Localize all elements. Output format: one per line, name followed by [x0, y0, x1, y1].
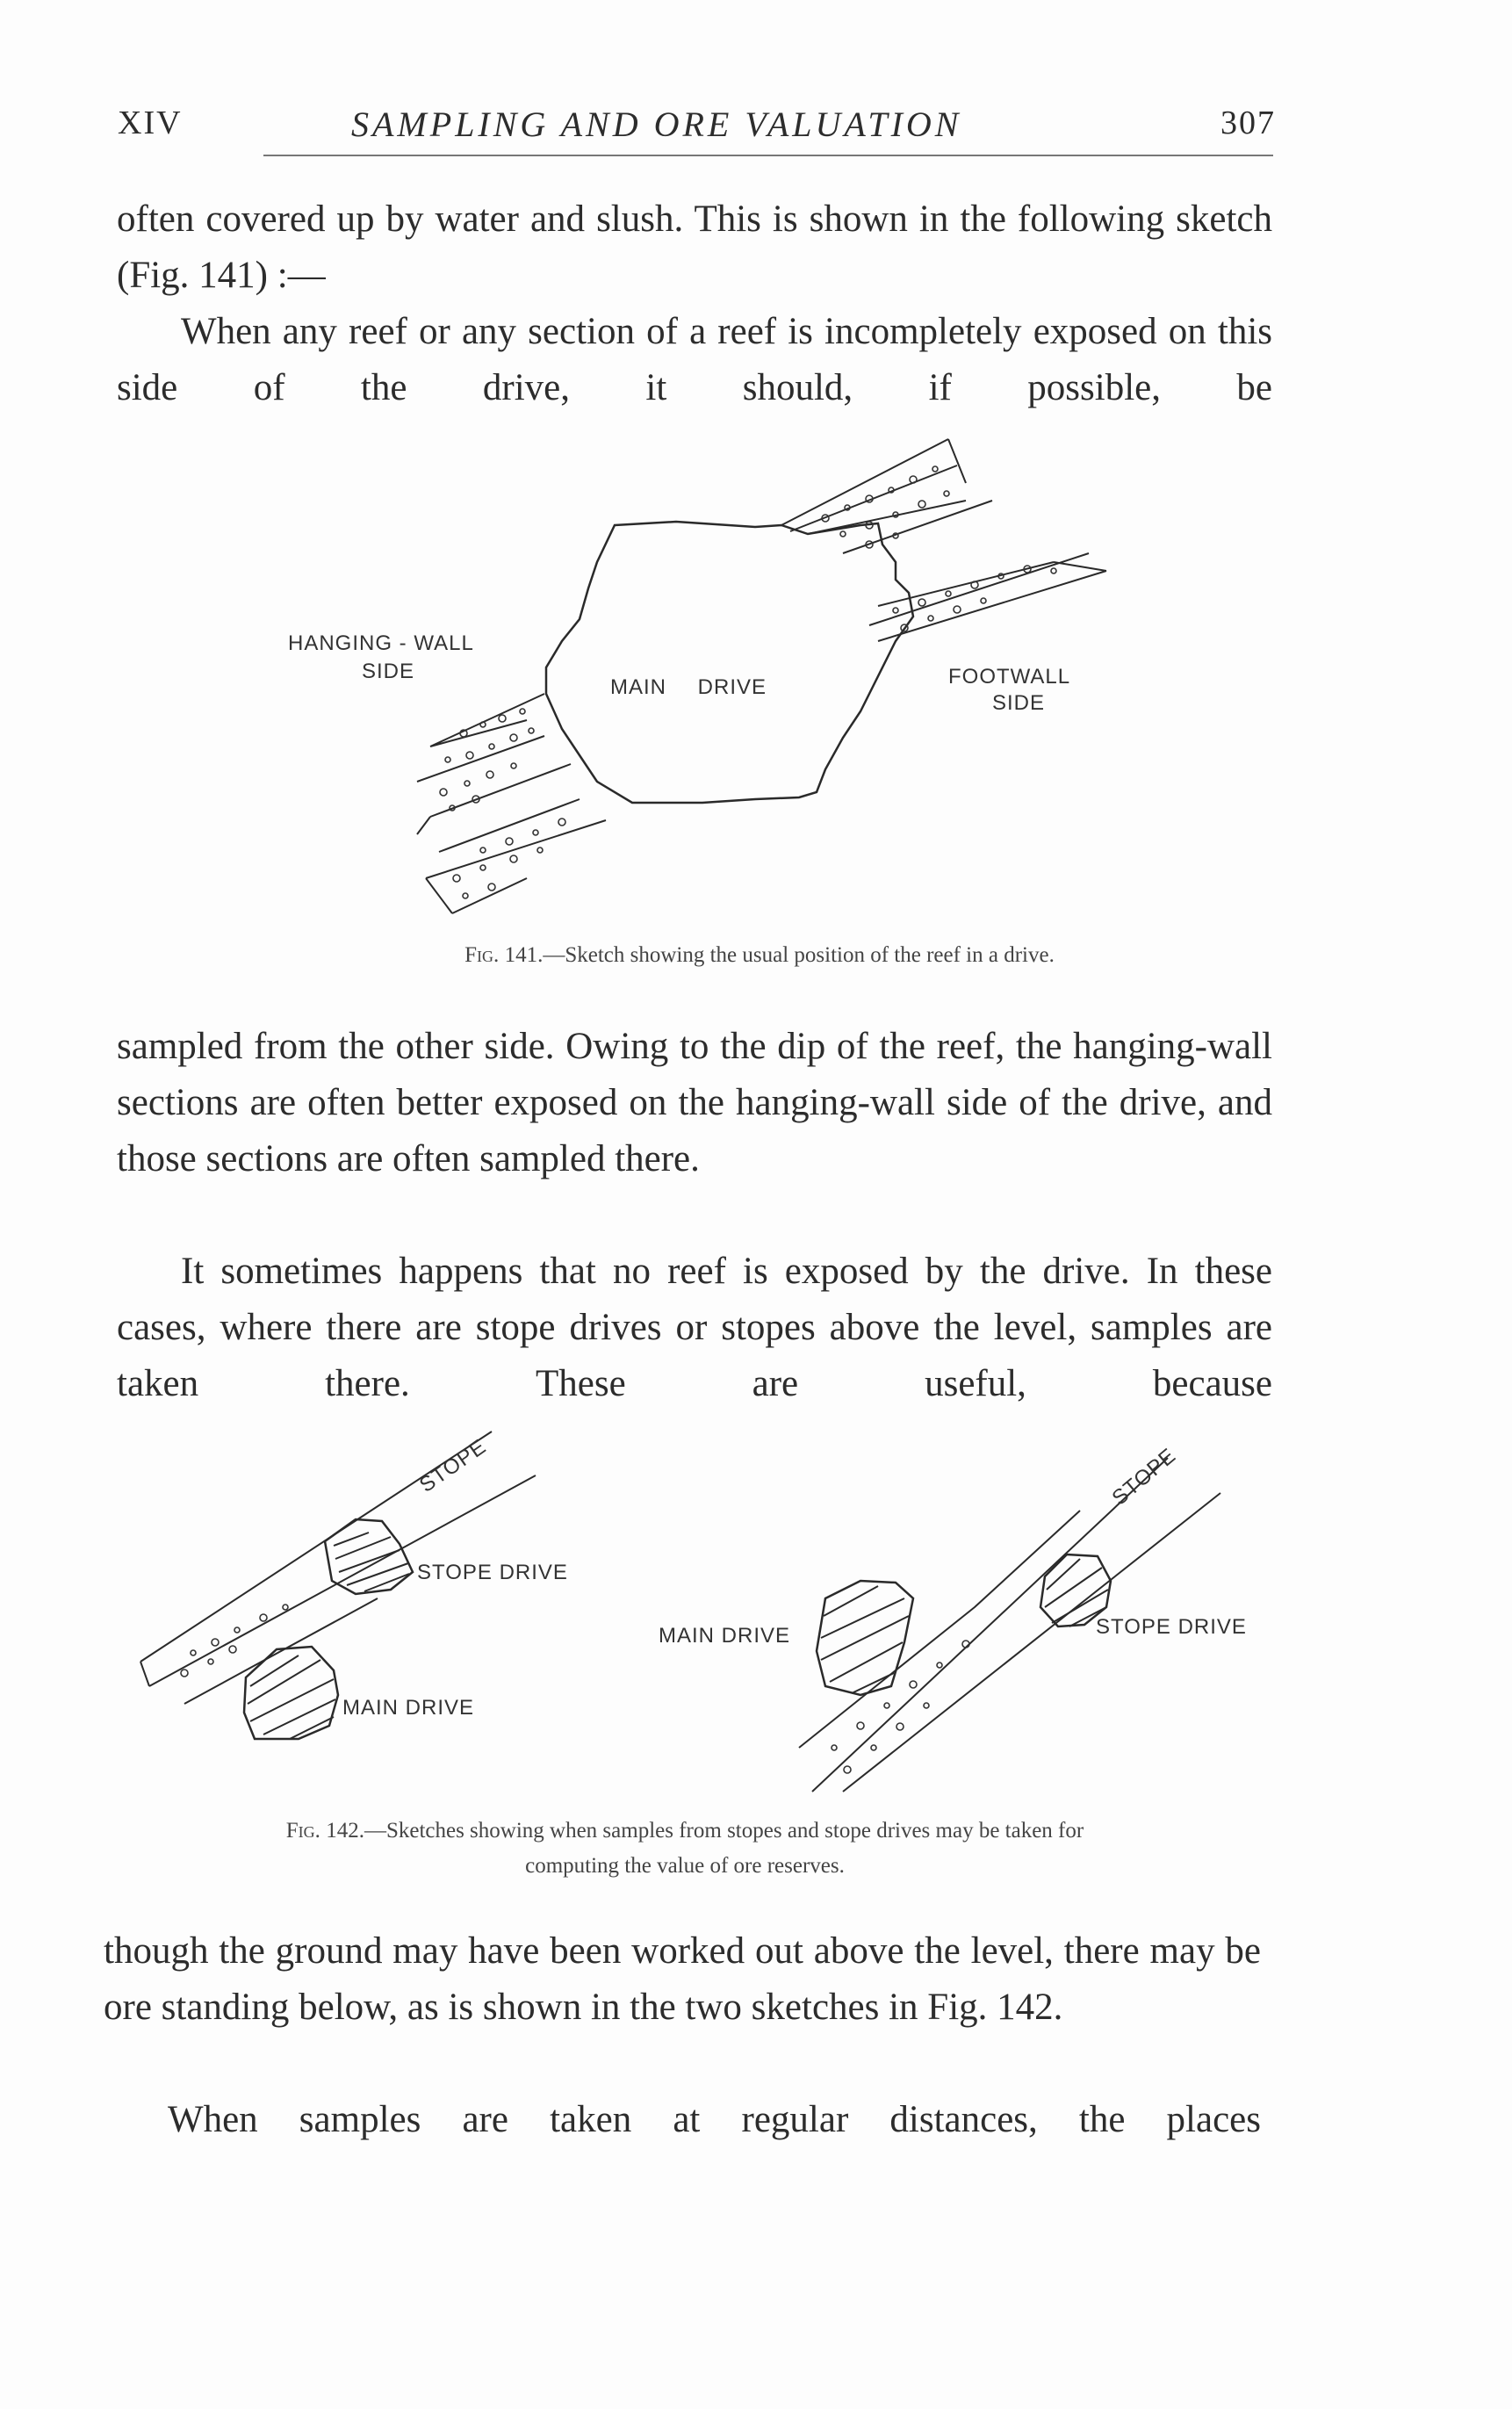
- figure-142-caption-prefix: Fig.: [285, 1819, 320, 1843]
- paragraph: When samples are taken at regular distances, the places: [168, 2099, 1261, 2140]
- page-number: 307: [1220, 105, 1276, 141]
- figure-142-caption-line2: computing the value of ore reserves.: [525, 1854, 845, 1878]
- paragraph: When any reef or any section of a reef is incompletely exposed on this side of the drive, it should, if possible, be: [117, 311, 1272, 408]
- figure-142-caption-text: 142.—Sketches showing when samples from stopes and stope drives may be taken for: [326, 1819, 1084, 1843]
- paragraph-continued: often covered up by water and slush. This is shown in the following sketch (Fig. 141) :—: [117, 198, 1272, 296]
- stope-label-right: STOPE: [1107, 1443, 1181, 1511]
- main-drive-label-left: MAIN DRIVE: [342, 1696, 475, 1720]
- paragraph: sampled from the other side. Owing to the dip of the reef, the hanging-wall sections are often better exposed on the hanging-wall side of the drive, and those sections are often sampled there.: [117, 1026, 1272, 1179]
- paragraph: though the ground may have been worked out above the level, there may be ore standing below, as is shown in the two sketches in Fig. 142.: [104, 1930, 1261, 2028]
- hanging-wall-label: HANGING - WALL: [288, 631, 474, 655]
- figure-142-sketches: [132, 1423, 1273, 1800]
- footwall-side-label: SIDE: [992, 691, 1046, 715]
- figure-141-caption-text: 141.—Sketch showing the usual position of the reef in a drive.: [504, 943, 1055, 967]
- chapter-number: XIV: [118, 105, 183, 141]
- figure-141-caption: [263, 938, 1256, 973]
- stope-drive-label-left: STOPE DRIVE: [417, 1561, 568, 1584]
- paragraph: It sometimes happens that no reef is exposed by the drive. In these cases, where there are stope drives or stopes above the level, samples are taken there. These are useful, because: [117, 1251, 1272, 1404]
- hanging-wall-side-label: SIDE: [362, 660, 415, 683]
- figure-141-sketch: [263, 430, 1124, 931]
- main-drive-label: MAIN DRIVE: [610, 675, 767, 699]
- header-rule: [263, 155, 1273, 156]
- stope-drive-label-right: STOPE DRIVE: [1096, 1615, 1247, 1639]
- main-drive-label-right: MAIN DRIVE: [659, 1624, 791, 1648]
- stope-label-left: STOPE: [414, 1434, 491, 1497]
- figure-142-caption: [132, 1814, 1238, 1884]
- footwall-label: FOOTWALL: [948, 665, 1071, 689]
- running-title: SAMPLING AND ORE VALUATION: [351, 105, 962, 144]
- figure-141-caption-prefix: Fig.: [464, 943, 500, 967]
- figure-142-caption-line1: [132, 1814, 1238, 1849]
